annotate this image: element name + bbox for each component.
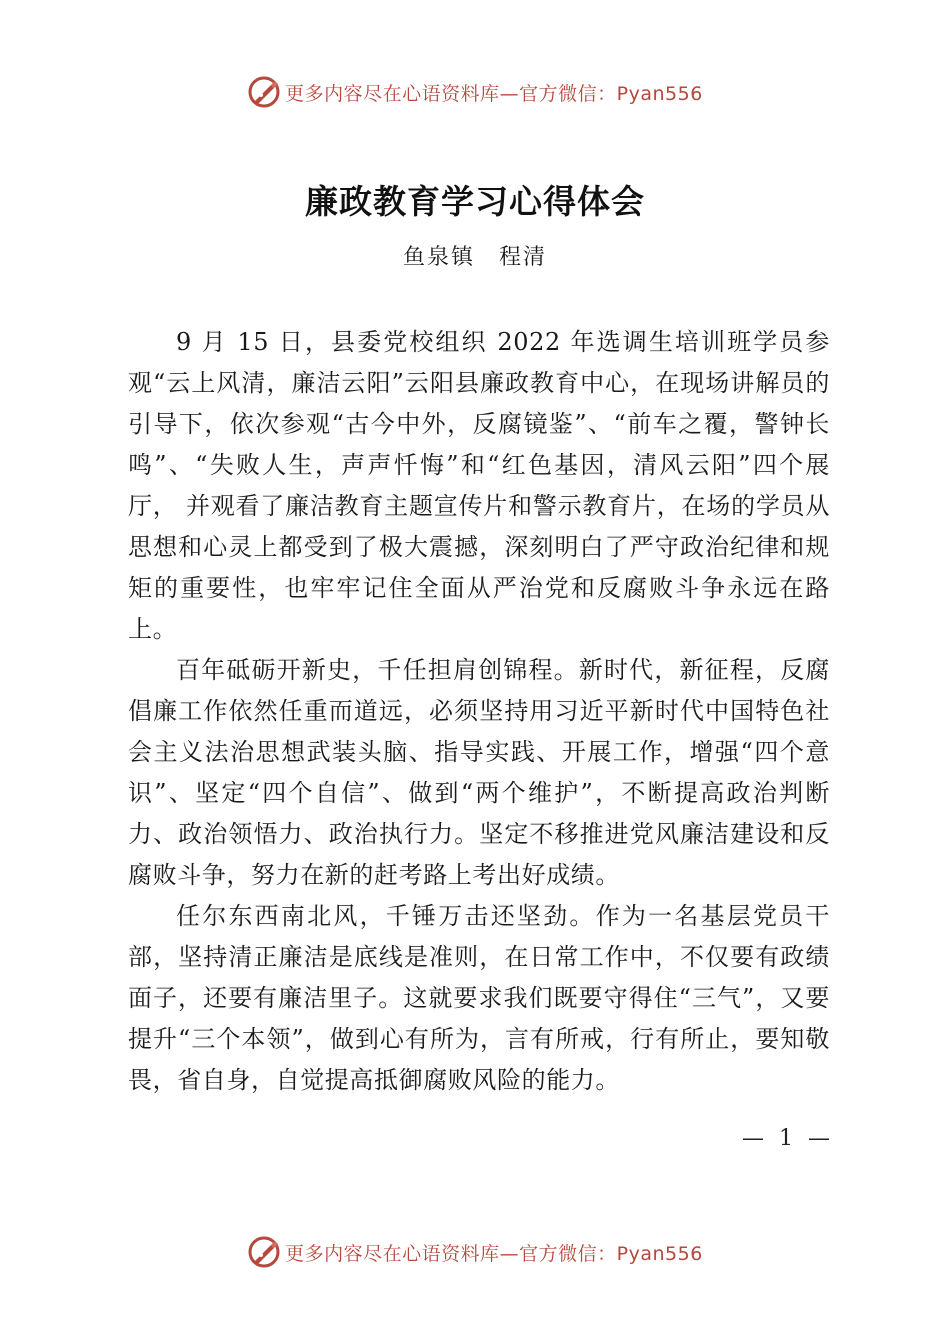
- page-number: — 1 —: [742, 1126, 834, 1151]
- paragraph: 任尔东西南北风，千锤万击还坚劲。作为一名基层党员干部，坚持清正廉洁是底线是准则，在日常工作中，不仅要有政绩面子，还要有廉洁里子。这就要求我们既要守得住“三气”，又要提升“三个本领”，做到心有所为，言有所戒，行有所止，要知敬畏，省自身，自觉提高抵御腐败风险的能力。: [128, 902, 830, 1094]
- pen-circle-icon: [247, 1235, 281, 1269]
- author-place: 鱼泉镇: [402, 245, 475, 270]
- pen-circle-icon: [247, 75, 281, 109]
- paragraph: 9 月 15 日，县委党校组织 2022 年选调生培训班学员参观“云上风清，廉洁云阳”云阳县廉政教育中心，在现场讲解员的引导下，依次参观“古今中外，反腐镜鉴”、“前车之覆，警钟长鸣”、“失败人生，声声忏悔”和“红色基因，清风云阳”四个展厅， 并观看了廉洁教育主题宣传片和警示教育片，在场的学员从思想和心灵上都受到了极大震撼，深刻明白了严守政治纪律和规矩的重要性，也牢牢记住全面从严治党和反腐败斗争永远在路上。: [128, 328, 830, 643]
- document-body: [128, 322, 830, 1101]
- author-line: [0, 240, 950, 271]
- document-title: 廉政教育学习心得体会: [305, 182, 645, 221]
- author-name: 程清: [499, 245, 548, 270]
- footer-watermark-banner: [0, 1232, 950, 1272]
- header-watermark-banner: [0, 72, 950, 112]
- paragraph: 百年砥砺开新史，千任担肩创锦程。新时代，新征程，反腐倡廉工作依然任重而道远，必须坚持用习近平新时代中国特色社会主义法治思想武装头脑、指导实践、开展工作，增强“四个意识”、坚定“四个自信”、做到“两个维护”，不断提高政治判断力、政治领悟力、政治执行力。坚定不移推进党风廉洁建设和反 腐败斗争，努力在新的赶考路上考出好成绩。: [128, 656, 830, 889]
- watermark-text: 更多内容尽在心语资料库—官方微信：Pyan556: [285, 82, 703, 105]
- watermark-text: 更多内容尽在心语资料库—官方微信：Pyan556: [285, 1242, 703, 1265]
